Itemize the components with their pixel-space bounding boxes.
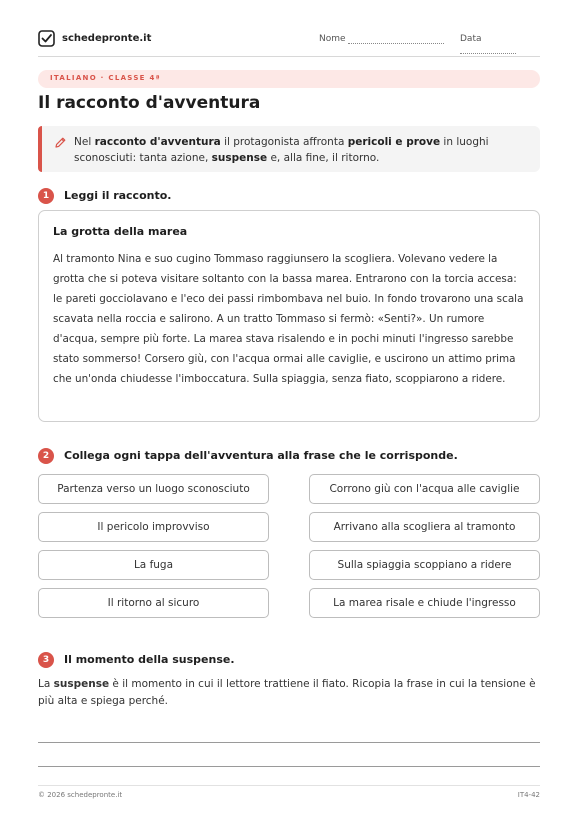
pencil-icon xyxy=(54,136,67,149)
section-1-number: 1 xyxy=(38,188,54,204)
answer-line-1[interactable] xyxy=(38,742,540,743)
match-right-3[interactable]: Sulla spiaggia scoppiano a ridere xyxy=(309,550,540,580)
info-box xyxy=(38,126,540,172)
match-right-1[interactable]: Corrono giù con l'acqua alle caviglie xyxy=(309,474,540,504)
section-2-heading: Collega ogni tappa dell'avventura alla frase che le corrisponde. xyxy=(64,449,458,462)
name-line xyxy=(348,34,444,44)
footer-code: IT4-42 xyxy=(517,791,540,799)
section-3-number: 3 xyxy=(38,652,54,668)
story-text: Al tramonto Nina e suo cugino Tommaso raggiunsero la scogliera. Volevano vedere la grotta che si poteva visitare soltanto con la bassa marea. Entrarono con la torcia accesa: le pareti gocciolavano e l'eco dei passi rimbombava nel buio. In fondo trovarono una scala scavata nella roccia e salirono. A un tratto Tommaso si fermò: «Senti?». Un rumore d'acqua, sempre più forte. La marea stava risalendo e in pochi minuti l'ingresso sarebbe stato sommerso! Corsero giù, con l'acqua ormai alle caviglie, e uscirono un attimo prima che un'onda chiudesse l'imboccatura. Sulla spiaggia, senza fiato, scoppiarono a ridere. xyxy=(53,253,524,385)
section-1-heading: Leggi il racconto. xyxy=(64,189,172,202)
match-left-2[interactable]: Il pericolo improvviso xyxy=(38,512,269,542)
match-right-2[interactable]: Arrivano alla scogliera al tramonto xyxy=(309,512,540,542)
story-box xyxy=(38,210,540,422)
section-2-number: 2 xyxy=(38,448,54,464)
header-divider xyxy=(38,56,540,57)
match-left-1[interactable]: Partenza verso un luogo sconosciuto xyxy=(38,474,269,504)
match-left-4[interactable]: Il ritorno al sicuro xyxy=(38,588,269,618)
section-3-instructions: La suspense è il momento in cui il lettore trattiene il fiato. Ricopia la frase in cui la tensione è più alta e spiega perché. xyxy=(38,678,536,707)
subject-label: ITALIANO · CLASSE 4ª xyxy=(50,74,161,82)
date-label: Data xyxy=(460,34,482,44)
story-title: La grotta della marea xyxy=(53,225,188,238)
name-field[interactable] xyxy=(319,34,444,44)
section-3-heading: Il momento della suspense. xyxy=(64,653,235,666)
checkbox-logo-icon xyxy=(38,30,55,47)
info-text: Nel racconto d'avventura il protagonista affronta pericoli e prove in luoghi sconosciuti: tanta azione, suspense e, alla fine, il ritorno. xyxy=(74,136,489,164)
footer-divider xyxy=(38,785,540,786)
page-title: Il racconto d'avventura xyxy=(38,93,261,113)
answer-line-2[interactable] xyxy=(38,766,540,767)
match-right-4[interactable]: La marea risale e chiude l'ingresso xyxy=(309,588,540,618)
info-accent-bar xyxy=(38,126,42,172)
match-left-3[interactable]: La fuga xyxy=(38,550,269,580)
footer-copyright: © 2026 schedepronte.it xyxy=(38,791,123,799)
brand-name: schedepronte.it xyxy=(62,33,152,44)
name-label: Nome xyxy=(319,34,346,44)
date-line xyxy=(460,44,516,54)
page-header xyxy=(38,30,540,52)
subject-badge xyxy=(38,70,540,88)
date-field[interactable] xyxy=(460,34,540,54)
